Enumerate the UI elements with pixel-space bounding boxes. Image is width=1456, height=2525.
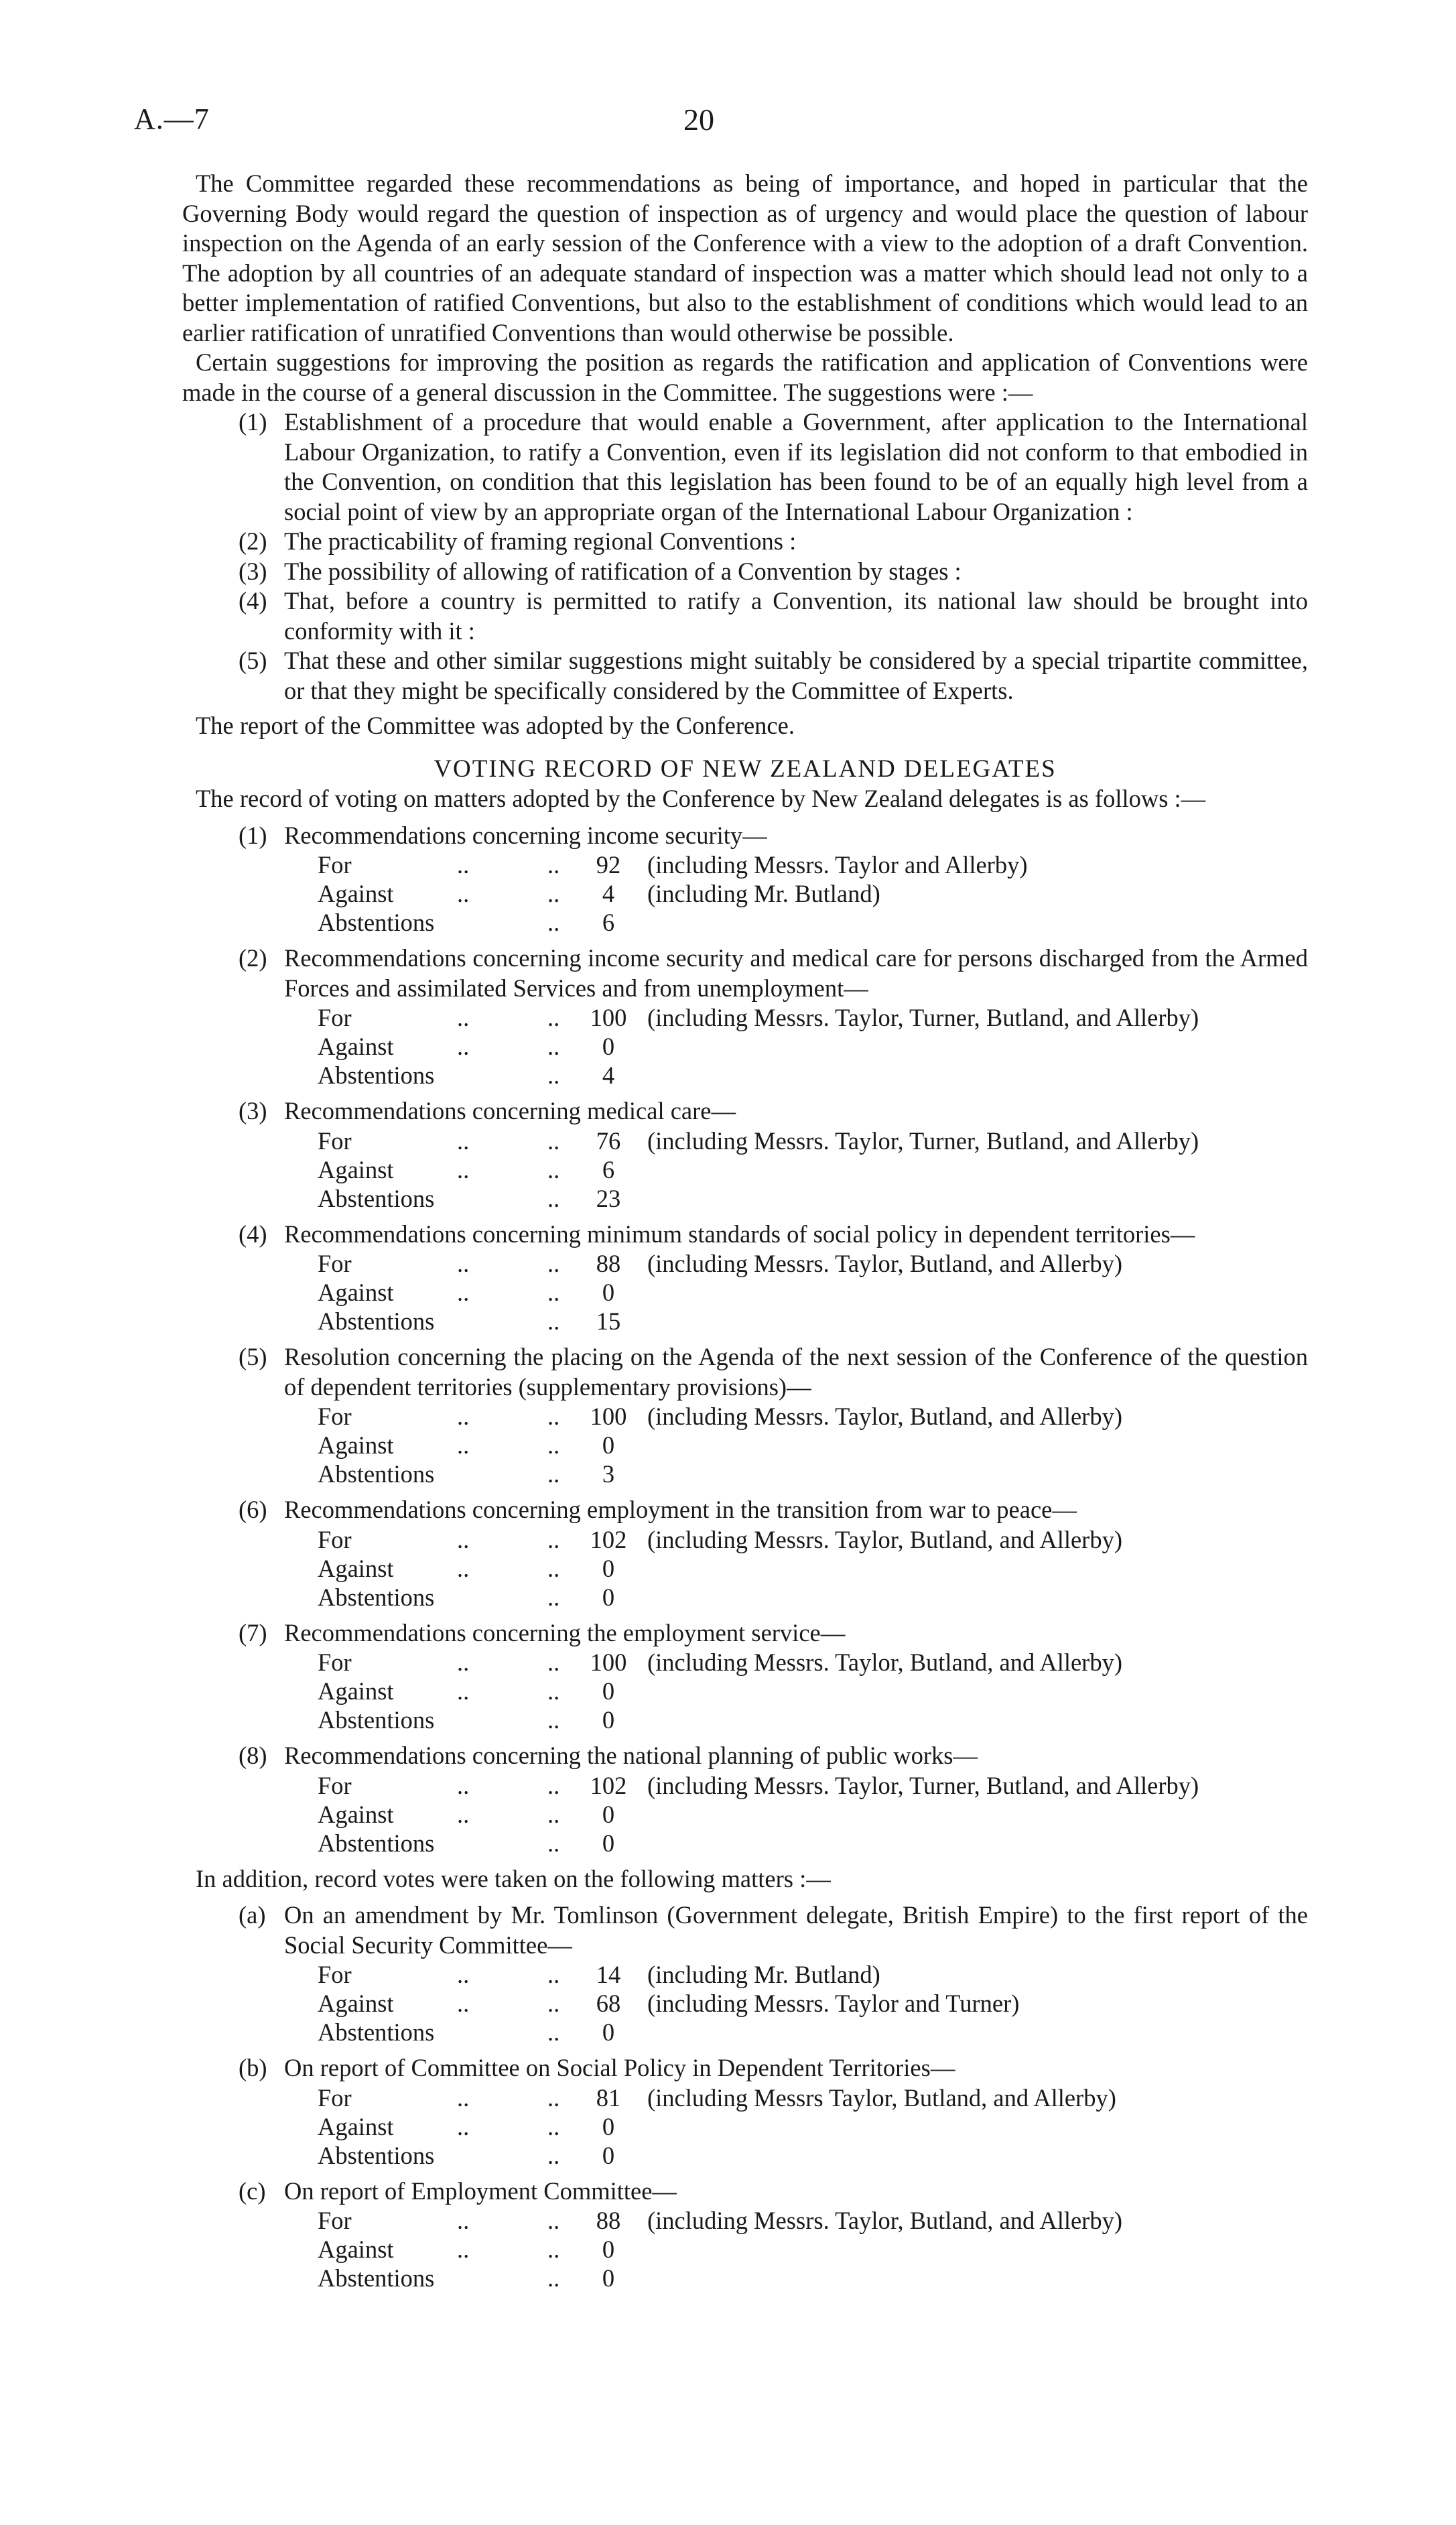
vote-row-count: 4 [602,880,615,907]
vote-row-leader-dots: .. [547,909,560,936]
vote-row-leader-dots: .. [457,1800,470,1828]
report-adopted-line: The report of the Committee was adopted by the Conference. [196,712,795,739]
vote-item-heading-text: Recommendations concerning income security— [284,821,767,849]
vote-row-count: 0 [602,1829,615,1857]
vote-row-label: For [318,1250,352,1277]
vote-row-count: 76 [596,1126,621,1155]
vote-row [182,1960,1308,1989]
vote-row [182,1249,1308,1278]
vote-row-note: (including Messrs Taylor, Butland, and Allerby) [647,2083,1116,2112]
vote-row-leader-dots: .. [457,851,470,879]
vote-row [182,2018,1308,2047]
vote-row-leader-dots: .. [457,1250,470,1277]
vote-item-heading [182,2053,1308,2083]
vote-row-leader-dots: .. [457,1403,470,1430]
vote-row [182,2141,1308,2170]
vote-row-note: (including Messrs. Taylor and Allerby) [647,851,1028,879]
additional-votes-intro: In addition, record votes were taken on the following matters :— [196,1864,831,1892]
vote-item [182,1618,1308,1735]
vote-item-number: (8) [239,1742,267,1769]
vote-row-count: 6 [602,909,615,936]
vote-row-count: 88 [596,2207,621,2234]
vote-row-leader-dots: .. [457,1431,470,1459]
vote-item-number: (5) [239,1343,267,1370]
vote-row-leader-dots: .. [547,1706,560,1734]
suggestion-item [182,407,1308,527]
vote-row-label: Against [318,1677,394,1705]
vote-row-count: 88 [596,1250,621,1277]
vote-row-label: For [318,1771,352,1799]
vote-row [182,2083,1308,2112]
vote-row-count: 0 [602,2112,615,2140]
vote-row-label: Against [318,2236,394,2263]
vote-row [182,1554,1308,1583]
suggestions-list [182,407,1308,706]
vote-item-number: (2) [239,944,267,972]
vote-item [182,2053,1308,2170]
vote-row-leader-dots: .. [457,2207,470,2234]
vote-row-leader-dots: .. [457,1033,470,1060]
vote-row-count: 100 [590,1648,627,1676]
vote-row-leader-dots: .. [457,1990,470,2017]
vote-item-heading-text: On report of Committee on Social Policy in Dependent Territories— [284,2054,955,2081]
vote-row-count: 102 [590,1525,627,1553]
vote-row-count: 92 [596,851,621,879]
vote-item-number: (4) [239,1220,267,1248]
additional-items-list [182,1900,1308,2292]
vote-row-leader-dots: .. [547,1155,560,1183]
vote-row-label: Against [318,1800,394,1828]
vote-row [182,1989,1308,2018]
vote-row-leader-dots: .. [547,851,560,879]
vote-item-heading [182,1741,1308,1771]
vote-row-leader-dots: .. [457,1525,470,1553]
vote-item-heading [182,944,1308,1003]
suggestion-number: (2) [239,527,267,555]
vote-item-heading-text: Recommendations concerning the national planning of public works— [284,1742,978,1769]
vote-item [182,1495,1308,1612]
vote-row-label: Against [318,880,394,907]
vote-row-leader-dots: .. [547,1279,560,1306]
vote-row-note: (including Messrs. Taylor and Turner) [647,1990,1020,2017]
vote-item-number: (a) [239,1901,266,1929]
vote-row-leader-dots: .. [547,1961,560,1988]
vote-row-count: 102 [590,1771,627,1799]
vote-row [182,1003,1308,1032]
vote-row-count: 6 [602,1155,615,1183]
vote-row-note: (including Messrs. Taylor, Turner, Butland, and Allerby) [647,1771,1199,1799]
vote-row-leader-dots: .. [547,2236,560,2263]
vote-item [182,1342,1308,1488]
suggestion-number: (3) [239,557,267,585]
suggestion-text: That these and other similar suggestions might suitably be considered by a special tripartite committee, or that they might be specifically considered by the Committee of Experts. [284,647,1308,704]
vote-row [182,1431,1308,1460]
vote-row-leader-dots: .. [547,1460,560,1488]
vote-item-heading-text: Recommendations concerning income security and medical care for persons discharged from the Armed Forces and assimilated Services and from unemployment— [284,944,1308,1002]
vote-row [182,1771,1308,1800]
vote-row-leader-dots: .. [547,2083,560,2112]
vote-row-leader-dots: .. [547,2141,560,2169]
vote-item-number: (6) [239,1496,267,1523]
vote-row-label: Abstentions [318,1184,435,1212]
vote-row-label: Against [318,2112,394,2140]
vote-row-leader-dots: .. [547,1648,560,1676]
vote-row-count: 4 [602,1061,615,1089]
vote-row-note: (including Messrs. Taylor, Turner, Butland, and Allerby) [647,1004,1199,1031]
vote-row-count: 100 [590,1004,627,1031]
suggestion-item [182,557,1308,587]
vote-item [182,1220,1308,1336]
vote-item-heading [182,1096,1308,1126]
vote-item-number: (1) [239,821,267,849]
vote-item-heading [182,821,1308,851]
vote-row-count: 0 [602,2018,615,2046]
vote-row-note: (including Messrs. Taylor, Butland, and Allerby) [647,1403,1122,1430]
vote-row-count: 0 [602,1554,615,1582]
vote-row-note: (including Messrs. Taylor, Turner, Butland, and Allerby) [647,1126,1199,1155]
suggestion-text: The possibility of allowing of ratification of a Convention by stages : [284,557,962,585]
vote-row-label: Against [318,1279,394,1306]
vote-row-leader-dots: .. [457,880,470,907]
vote-row-leader-dots: .. [547,1184,560,1212]
vote-row-note: (including Messrs. Taylor, Butland, and Allerby) [647,1648,1122,1676]
vote-row-leader-dots: .. [547,1677,560,1705]
vote-item [182,1900,1308,2047]
vote-row [182,908,1308,937]
vote-row-note: (including Messrs. Taylor, Butland, and Allerby) [647,1250,1122,1277]
vote-item-heading [182,1900,1308,1960]
vote-row [182,1648,1308,1677]
vote-row [182,2206,1308,2235]
vote-row-label: Abstentions [318,2018,435,2046]
vote-row-count: 23 [596,1184,621,1212]
suggestion-number: (4) [239,587,267,614]
vote-row-leader-dots: .. [547,1403,560,1430]
vote-row-label: Abstentions [318,1061,435,1089]
vote-item-heading-text: On an amendment by Mr. Tomlinson (Government delegate, British Empire) to the first report of the Social Security Committee— [284,1901,1308,1959]
vote-row-label: Abstentions [318,2264,435,2292]
vote-row-leader-dots: .. [457,1648,470,1676]
vote-item-number: (3) [239,1097,267,1124]
vote-row [182,1705,1308,1734]
vote-item-number: (b) [239,2054,267,2081]
vote-item-heading [182,1342,1308,1402]
vote-row-leader-dots: .. [457,1155,470,1183]
vote-item-number: (7) [239,1618,267,1646]
document-reference: A.—7 [134,103,210,135]
vote-row-label: For [318,2083,352,2112]
vote-item-heading-text: On report of Employment Committee— [284,2177,677,2205]
vote-item-heading-text: Recommendations concerning employment in the transition from war to peace— [284,1496,1077,1523]
vote-row [182,2235,1308,2264]
vote-row-label: For [318,1403,352,1430]
vote-row-label: Against [318,1155,394,1183]
vote-row-leader-dots: .. [547,2264,560,2292]
vote-row [182,2112,1308,2141]
vote-row-count: 0 [602,1279,615,1306]
vote-row-label: For [318,1525,352,1553]
vote-row-leader-dots: .. [457,1126,470,1155]
vote-row-leader-dots: .. [457,1771,470,1799]
vote-row-leader-dots: .. [547,880,560,907]
vote-row-leader-dots: .. [547,1307,560,1335]
vote-row [182,1525,1308,1554]
vote-row-count: 100 [590,1403,627,1430]
vote-row-label: For [318,1126,352,1155]
vote-item-heading-text: Recommendations concerning minimum standards of social policy in dependent territories— [284,1220,1195,1248]
vote-row-count: 15 [596,1307,621,1335]
suggestion-item [182,646,1308,706]
vote-row-label: Abstentions [318,1706,435,1734]
vote-row-label: Abstentions [318,1460,435,1488]
vote-row [182,1307,1308,1336]
vote-row [182,879,1308,908]
vote-item-heading [182,1220,1308,1250]
vote-row-leader-dots: .. [547,1525,560,1553]
vote-row-count: 14 [596,1961,621,1988]
vote-row-count: 0 [602,1677,615,1705]
page-number: 20 [683,103,714,137]
vote-row-label: Against [318,1990,394,2017]
vote-row [182,850,1308,879]
vote-row-label: For [318,1961,352,1988]
vote-row-count: 0 [602,2264,615,2292]
suggestion-text: The practicability of framing regional Conventions : [284,527,797,555]
vote-item [182,2177,1308,2293]
vote-item-heading [182,1618,1308,1648]
vote-row [182,2264,1308,2292]
paragraph-committee-regarded: The Committee regarded these recommendations as being of importance, and hoped in particular that the Governing Body would regard the question of inspection as of urgency and would place the question of labour inspection on the Agenda of an early session of the Conference with a view to the adoption of a draft Convention. The adoption by all countries of an adequate standard of inspection was a matter which should lead not only to a better implementation of ratified Conventions, but also to the establishment of conditions which would lead to an earlier ratification of unratified Conventions than would otherwise be possible. [182,170,1308,346]
suggestion-number: (1) [239,408,267,436]
vote-row-note: (including Mr. Butland) [647,880,880,907]
vote-row [182,1677,1308,1705]
vote-row [182,1126,1308,1155]
vote-row-count: 0 [602,2141,615,2169]
vote-row-leader-dots: .. [547,2207,560,2234]
vote-row-leader-dots: .. [547,1771,560,1799]
vote-item [182,1741,1308,1858]
vote-row-label: Abstentions [318,909,435,936]
vote-row-label: For [318,1004,352,1031]
vote-item [182,1096,1308,1213]
section-title-voting-record: VOTING RECORD OF NEW ZEALAND DELEGATES [434,755,1057,783]
vote-row-label: Abstentions [318,1307,435,1335]
vote-row-leader-dots: .. [457,2083,470,2112]
vote-row-leader-dots: .. [547,1033,560,1060]
vote-row [182,1061,1308,1090]
vote-item-heading [182,1495,1308,1525]
vote-row-leader-dots: .. [457,1554,470,1582]
vote-row-note: (including Messrs. Taylor, Butland, and Allerby) [647,2207,1122,2234]
vote-row-leader-dots: .. [547,1554,560,1582]
vote-row-count: 0 [602,1800,615,1828]
vote-row [182,1583,1308,1612]
vote-row [182,1155,1308,1184]
vote-row-label: For [318,1648,352,1676]
vote-item-heading-text: Recommendations concerning the employment service— [284,1618,846,1646]
vote-row-label: Against [318,1033,394,1060]
vote-row-note: (including Messrs. Taylor, Butland, and Allerby) [647,1525,1122,1553]
vote-row-leader-dots: .. [547,1061,560,1089]
vote-row-leader-dots: .. [547,1829,560,1857]
vote-row [182,1800,1308,1829]
vote-row [182,1184,1308,1213]
vote-row-count: 0 [602,1431,615,1459]
suggestion-number: (5) [239,647,267,674]
vote-row-count: 0 [602,2236,615,2263]
vote-row [182,1032,1308,1061]
vote-row-label: Against [318,1431,394,1459]
vote-row-leader-dots: .. [547,1990,560,2017]
vote-row-count: 0 [602,1583,615,1611]
vote-row-leader-dots: .. [547,1800,560,1828]
vote-row-label: For [318,2207,352,2234]
voting-intro: The record of voting on matters adopted by the Conference by New Zealand delegates is as follows :— [196,785,1206,812]
vote-row-leader-dots: .. [547,2112,560,2140]
vote-item-heading [182,2177,1308,2207]
vote-row-leader-dots: .. [547,2018,560,2046]
vote-row [182,1460,1308,1488]
vote-row-leader-dots: .. [457,1004,470,1031]
vote-row-leader-dots: .. [457,1677,470,1705]
vote-row-count: 0 [602,1033,615,1060]
vote-row-leader-dots: .. [547,1126,560,1155]
vote-row-note: (including Mr. Butland) [647,1961,880,1988]
vote-row-label: Abstentions [318,2141,435,2169]
vote-item-heading-text: Resolution concerning the placing on the Agenda of the next session of the Conference of the question of dependent territories (supplementary provisions)— [284,1343,1308,1401]
suggestion-text: Establishment of a procedure that would enable a Government, after application to the International Labour Organization, to ratify a Convention, even if its legislation did not conform to that embodied in the Convention, on condition that this legislation has been found to be of an equally high level from a social point of view by an appropriate organ of the International Labour Organization : [284,408,1308,525]
paragraph-certain-suggestions: Certain suggestions for improving the position as regards the ratification and application of Conventions were made in the course of a general discussion in the Committee. The suggestions were :— [182,348,1308,406]
vote-row [182,1278,1308,1307]
suggestion-item [182,586,1308,646]
vote-row-label: Against [318,1554,394,1582]
suggestion-text: That, before a country is permitted to ratify a Convention, its national law should be brought into conformity with it : [284,587,1308,645]
document-body [182,169,1308,2292]
suggestion-item [182,527,1308,557]
vote-item [182,944,1308,1090]
vote-row-count: 81 [596,2083,621,2112]
vote-row-count: 3 [602,1460,615,1488]
vote-row-leader-dots: .. [547,1250,560,1277]
vote-row-leader-dots: .. [457,2112,470,2140]
vote-item-number: (c) [239,2177,266,2205]
vote-row [182,1829,1308,1858]
vote-row-label: Abstentions [318,1583,435,1611]
vote-row-leader-dots: .. [457,1961,470,1988]
vote-row [182,1402,1308,1431]
vote-row-count: 68 [596,1990,621,2017]
vote-item [182,821,1308,937]
vote-item-heading-text: Recommendations concerning medical care— [284,1097,736,1124]
vote-row-count: 0 [602,1706,615,1734]
vote-row-label: Abstentions [318,1829,435,1857]
vote-row-leader-dots: .. [547,1004,560,1031]
voting-items-list [182,821,1308,1858]
vote-row-leader-dots: .. [547,1583,560,1611]
vote-row-label: For [318,851,352,879]
vote-row-leader-dots: .. [457,1279,470,1306]
vote-row-leader-dots: .. [547,1431,560,1459]
vote-row-leader-dots: .. [457,2236,470,2263]
